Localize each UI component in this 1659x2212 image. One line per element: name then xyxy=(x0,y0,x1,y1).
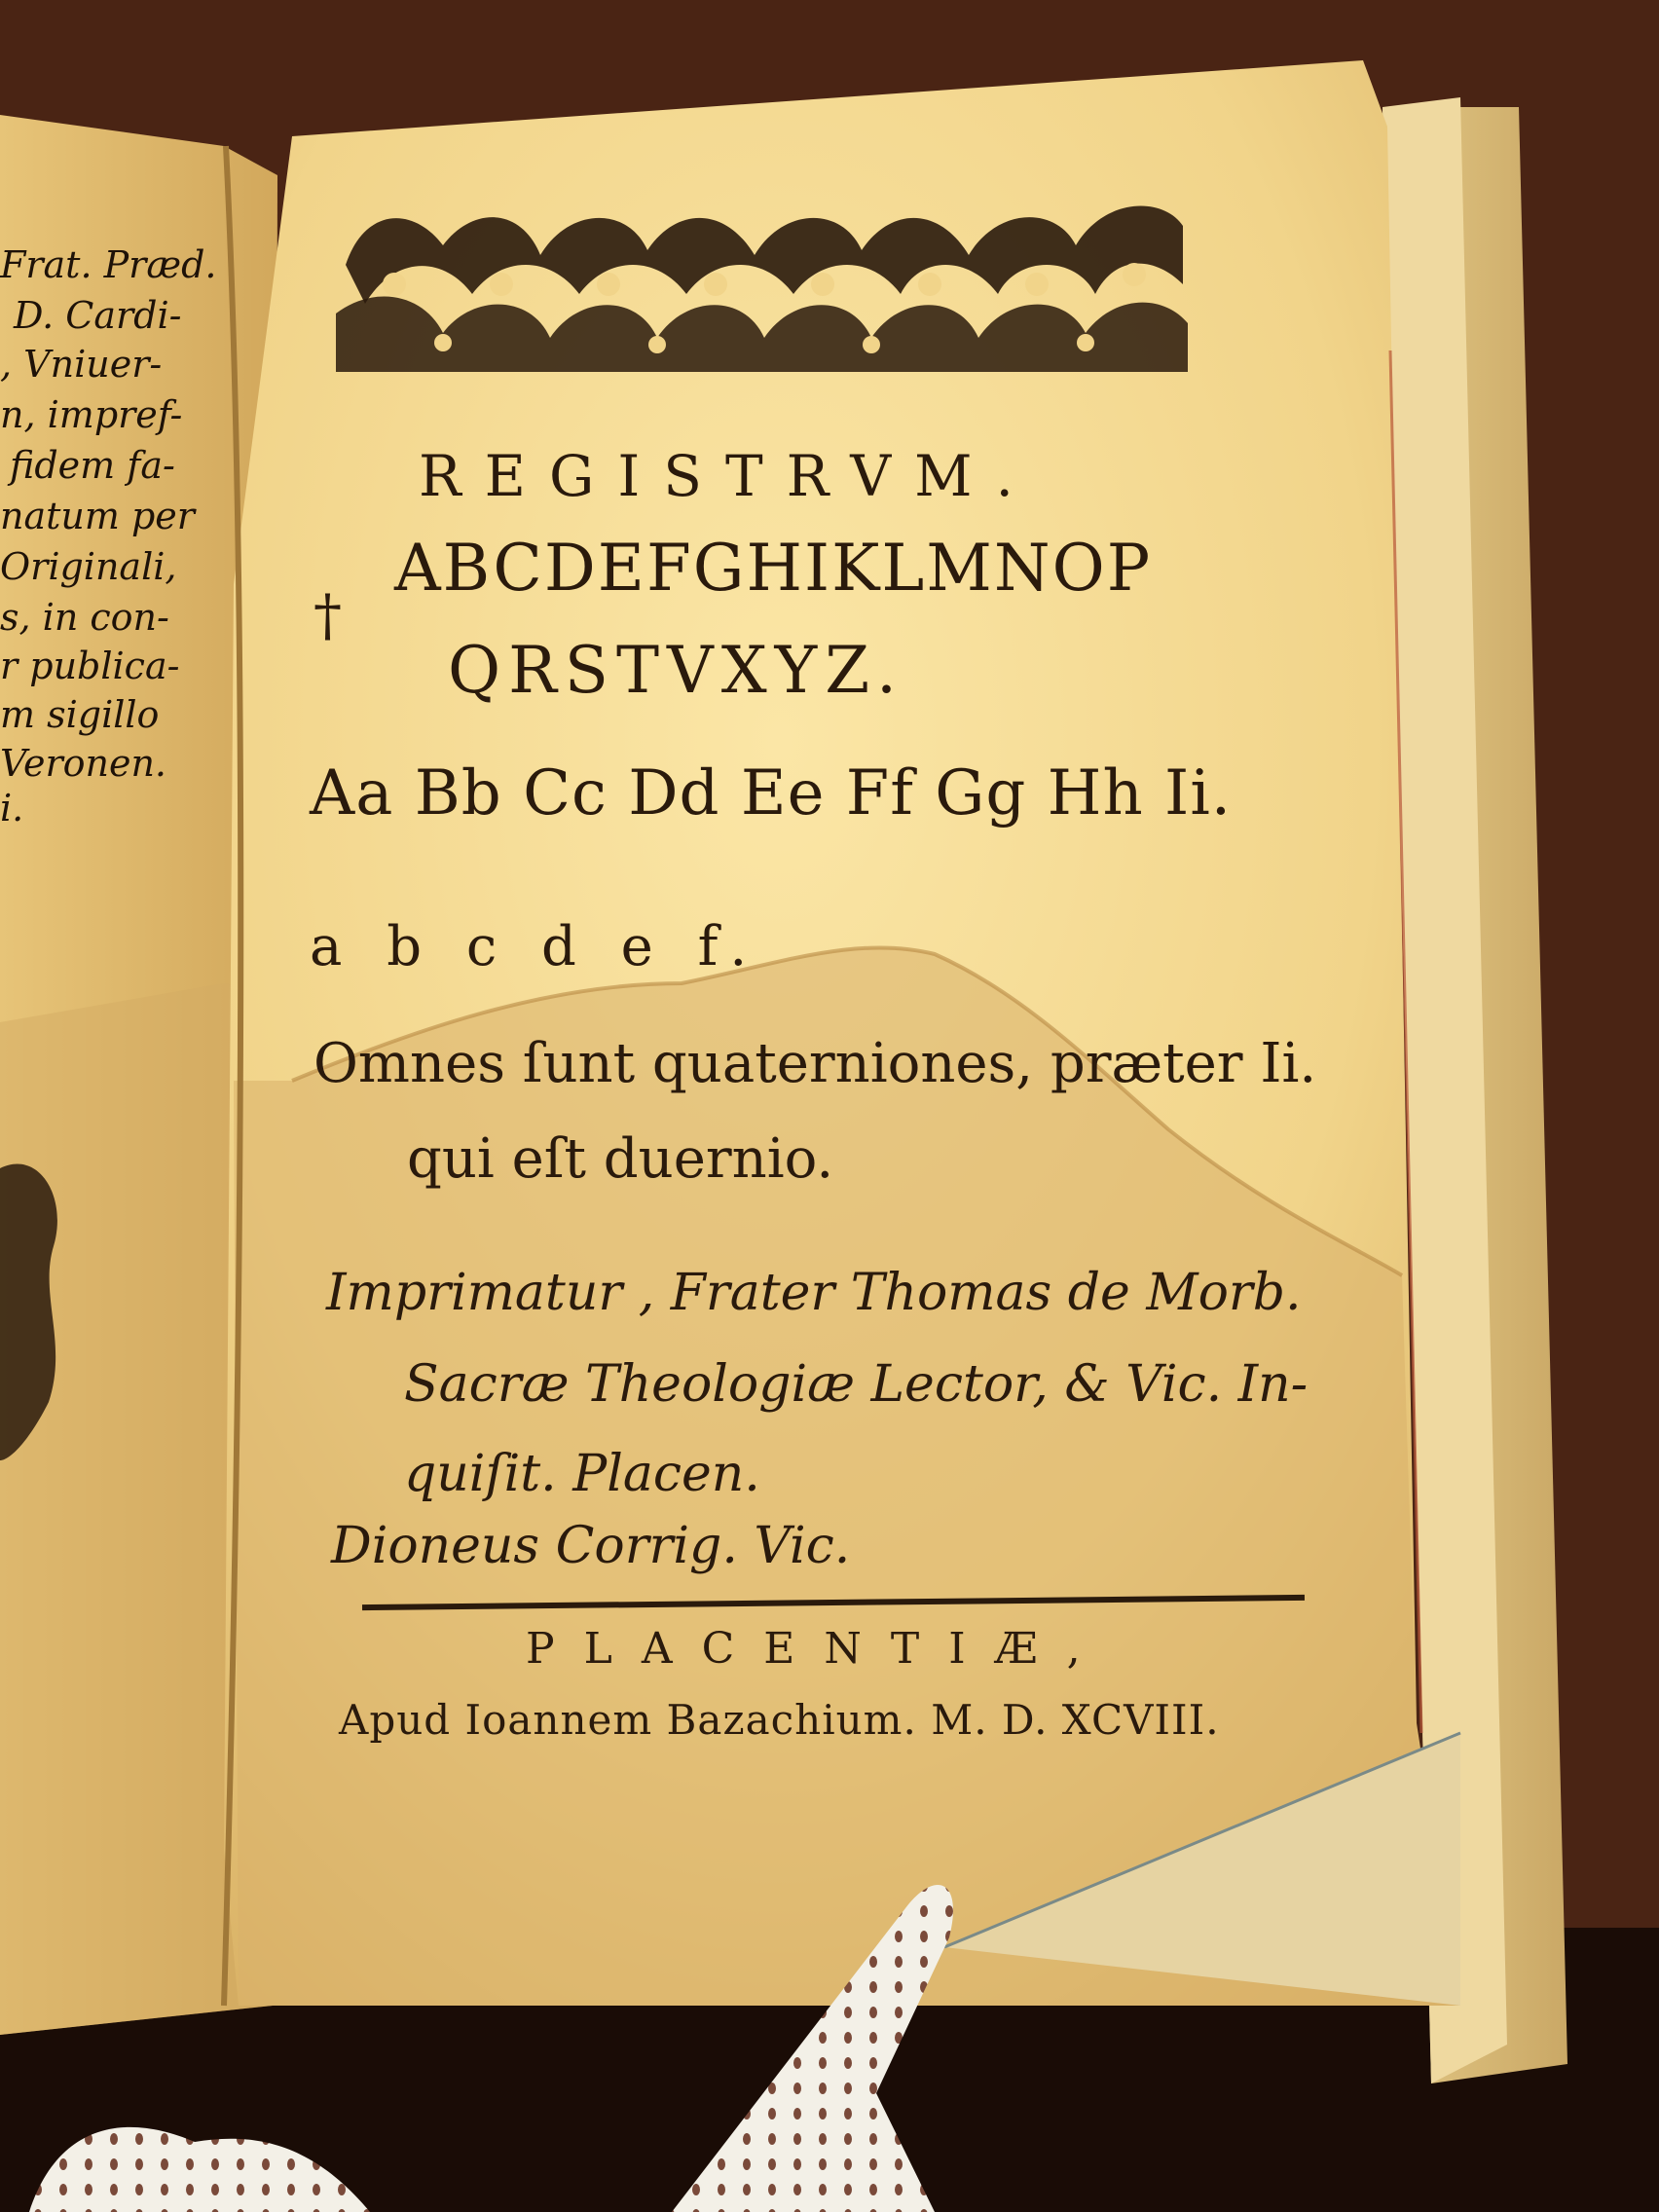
left-fragment: s, in con- xyxy=(0,596,169,639)
left-fragment: fidem fa- xyxy=(10,444,175,487)
left-fragment: Originali, xyxy=(0,545,177,588)
imprimatur-line-3: quiſit. Placen. xyxy=(404,1445,760,1503)
registrum-heading: REGISTRVM. xyxy=(419,443,1037,509)
left-fragment: Frat. Præd. xyxy=(0,243,217,286)
imprint-line: Apud Ioannem Bazachium. M. D. XCVIII. xyxy=(339,1696,1220,1744)
collation-line-1: Omnes ſunt quaterniones, præter Ii. xyxy=(313,1032,1317,1095)
ornamental-headpiece xyxy=(336,167,1193,384)
left-fragment: Veronen. xyxy=(0,742,166,785)
left-fragment: n, impref- xyxy=(0,393,183,436)
collation-line-2: qui eſt duernio. xyxy=(407,1127,834,1191)
pairs-line: Aa Bb Cc Dd Ee Ff Gg Hh Ii. xyxy=(310,757,1233,830)
dagger-mark: † xyxy=(313,582,342,648)
alphabet-line-2: QRSTVXYZ. xyxy=(448,633,904,708)
left-fragment: , Vniuer- xyxy=(0,343,163,386)
alphabet-line-1: ABCDEFGHIKLMNOP xyxy=(394,531,1153,606)
left-fragment: D. Cardi- xyxy=(14,294,182,337)
left-fragment: i. xyxy=(0,787,24,830)
lowercase-line: a b c d e f. xyxy=(310,915,761,978)
left-fragment: natum per xyxy=(0,495,195,537)
place-line: PLACENTIÆ, xyxy=(526,1624,1110,1674)
imprimatur-line-1: Imprimatur , Frater Thomas de Morb. xyxy=(326,1264,1302,1322)
left-fragment: m sigillo xyxy=(0,693,160,736)
left-fragment: r publica- xyxy=(0,645,180,687)
imprimatur-line-2: Sacræ Theologiæ Lector, & Vic. In- xyxy=(404,1355,1309,1414)
corrector-line: Dioneus Corrig. Vic. xyxy=(331,1517,851,1575)
